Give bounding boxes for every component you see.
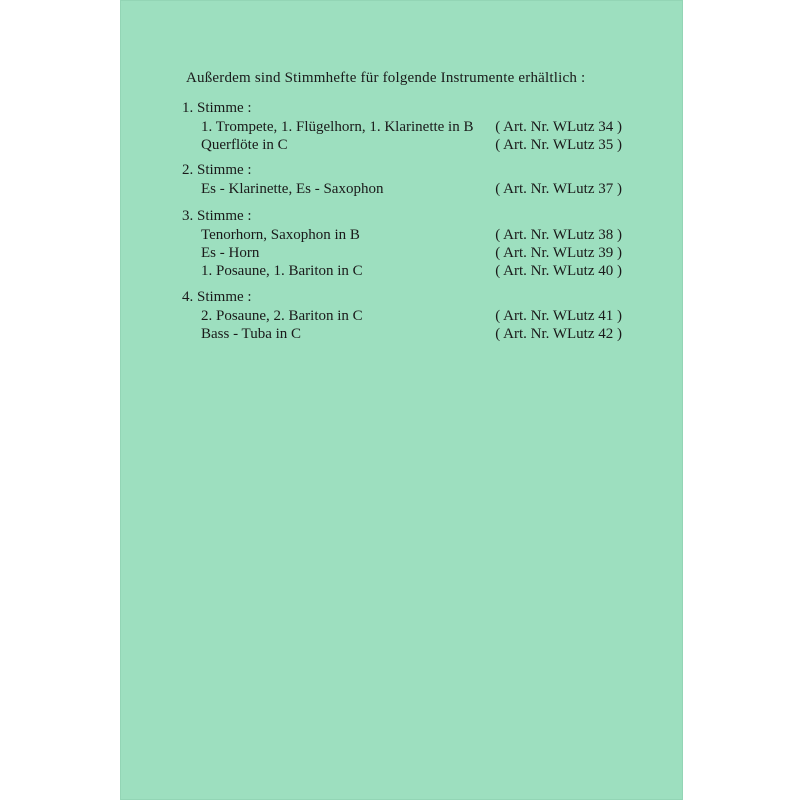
instrument-name: Querflöte in C — [201, 137, 288, 153]
section-1-stimme — [182, 99, 622, 154]
instrument-name: Es - Horn — [201, 245, 260, 261]
list-item — [182, 244, 622, 262]
instrument-name: 2. Posaune, 2. Bariton in C — [201, 308, 363, 324]
article-number: ( Art. Nr. WLutz 39 ) — [495, 245, 622, 261]
list-item — [182, 226, 622, 244]
list-item — [182, 325, 622, 343]
article-number: ( Art. Nr. WLutz 35 ) — [495, 137, 622, 153]
instrument-name: 1. Posaune, 1. Bariton in C — [201, 263, 363, 279]
instrument-name: Bass - Tuba in C — [201, 326, 302, 342]
article-number: ( Art. Nr. WLutz 38 ) — [495, 227, 622, 243]
list-item — [182, 118, 622, 136]
list-item — [182, 136, 622, 154]
list-item — [182, 180, 622, 198]
article-number: ( Art. Nr. WLutz 37 ) — [495, 181, 622, 197]
article-number: ( Art. Nr. WLutz 41 ) — [495, 308, 622, 324]
document-page — [120, 0, 683, 800]
list-item — [182, 262, 622, 280]
instrument-name: Tenorhorn, Saxophon in B — [201, 227, 360, 243]
section-3-stimme — [182, 207, 622, 280]
section-2-stimme — [182, 161, 622, 198]
article-number: ( Art. Nr. WLutz 40 ) — [495, 263, 622, 279]
list-item — [182, 307, 622, 325]
section-title: 4. Stimme : — [182, 289, 252, 305]
section-title: 1. Stimme : — [182, 100, 252, 116]
article-number: ( Art. Nr. WLutz 34 ) — [495, 119, 622, 135]
instrument-name: 1. Trompete, 1. Flügelhorn, 1. Klarinette in B — [201, 119, 474, 135]
section-4-stimme — [182, 288, 622, 343]
instrument-name: Es - Klarinette, Es - Saxophon — [201, 181, 384, 197]
intro-text: Außerdem sind Stimmhefte für folgende Instrumente erhältlich : — [186, 70, 586, 86]
section-title: 2. Stimme : — [182, 162, 252, 178]
section-title: 3. Stimme : — [182, 208, 252, 224]
article-number: ( Art. Nr. WLutz 42 ) — [495, 326, 622, 342]
